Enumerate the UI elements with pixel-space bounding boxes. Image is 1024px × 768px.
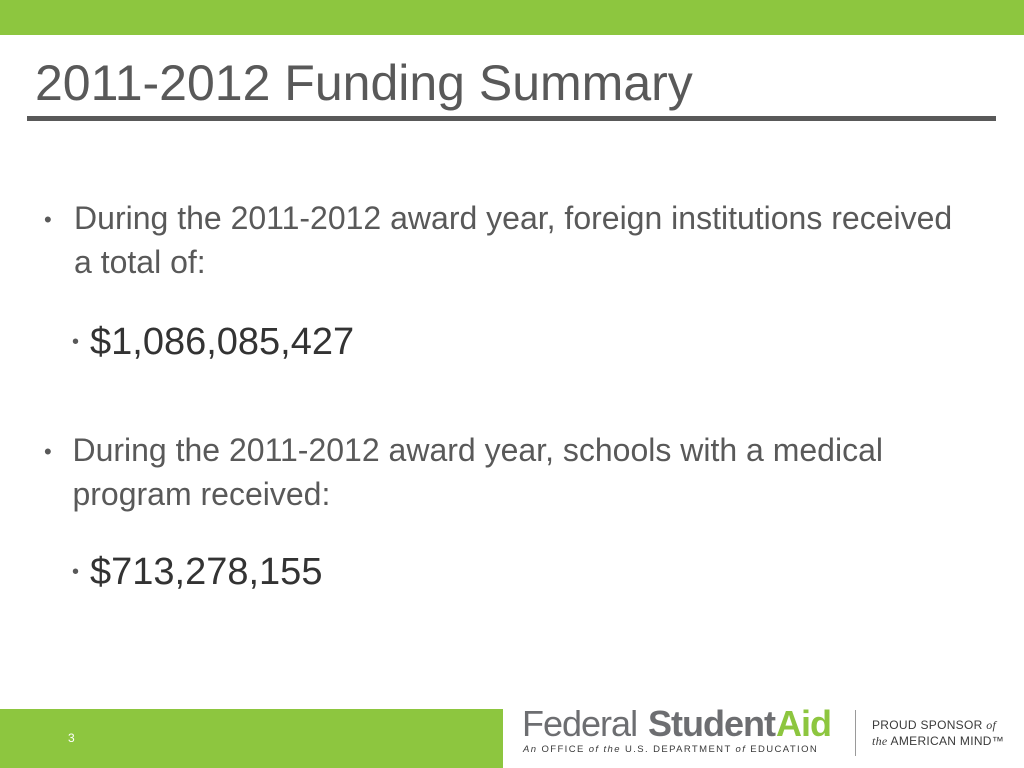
amount-text: $1,086,085,427	[90, 321, 355, 363]
bullet-medical-schools	[44, 428, 974, 516]
federal-student-aid-logo	[522, 704, 842, 760]
slide-title: 2011-2012 Funding Summary	[35, 55, 693, 111]
slide-number: 3	[68, 731, 75, 745]
logo-tagline: An OFFICE of the U.S. DEPARTMENT of EDUCATION	[523, 744, 819, 755]
top-accent-band	[0, 0, 1024, 35]
bullet-dot: •	[44, 439, 52, 464]
bullet-foreign-institutions	[44, 196, 974, 284]
logo-word-federal: Federal	[522, 703, 638, 744]
footer-divider	[855, 710, 856, 756]
footer-accent-band	[0, 709, 503, 768]
sub-bullet-medical-amount	[72, 548, 322, 596]
bullet-dot: •	[72, 331, 80, 353]
logo-word-aid: Aid	[776, 703, 831, 744]
bullet-dot: •	[44, 207, 52, 232]
bullet-text: During the 2011-2012 award year, foreign institutions received a total of:	[74, 200, 953, 280]
bullet-text: During the 2011-2012 award year, schools with a medical program received:	[72, 432, 883, 512]
sponsor-tagline: PROUD SPONSOR of the AMERICAN MIND™	[872, 718, 1005, 748]
title-underline	[27, 116, 996, 121]
sub-bullet-foreign-amount	[72, 318, 354, 366]
amount-text: $713,278,155	[90, 551, 323, 593]
bullet-dot: •	[72, 561, 80, 583]
logo-word-student: Student	[648, 703, 775, 744]
